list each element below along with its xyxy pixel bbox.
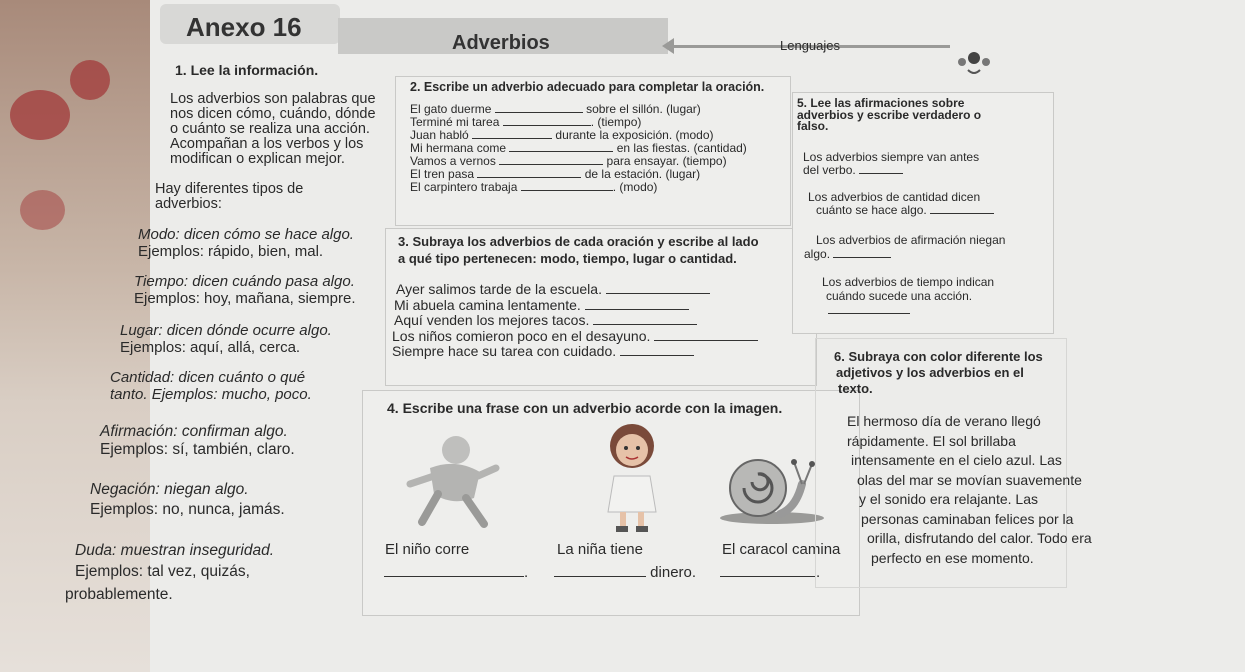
s2-item: Mi hermana come en las fiestas. (cantidad) [410, 141, 747, 155]
s4-answer-1: . [384, 564, 528, 581]
answer-blank[interactable] [477, 177, 581, 178]
type-duda-last: probablemente. [65, 586, 173, 603]
s2-item: El gato duerme sobre el sillón. (lugar) [410, 102, 701, 116]
s3-item: Siempre hace su tarea con cuidado. [392, 344, 758, 360]
section4-heading: 4. Escribe una frase con un adverbio acorde con la imagen. [387, 400, 783, 416]
answer-blank[interactable] [585, 309, 689, 310]
answer-blank[interactable] [720, 576, 816, 577]
answer-blank[interactable] [654, 340, 758, 341]
section1-intro: Los adverbios son palabras que nos dicen cómo, cuándo, dónde o cuánto se realiza una acción. Acompañan a los verbos y los modifican o explican mejor. [170, 91, 376, 167]
type-cantidad: Cantidad: dicen cuánto o qué tanto. Ejemplos: mucho, poco. [110, 369, 312, 403]
type-modo: Modo: dicen cómo se hace algo. Ejemplos: rápido, bien, mal. [138, 226, 354, 260]
s3-item: Aquí venden los mejores tacos. [394, 313, 758, 329]
page-title: Adverbios [452, 32, 550, 54]
answer-blank[interactable] [828, 313, 910, 314]
section6-text: El hermoso día de verano llegó rápidamente. El sol brillaba intensamente en el cielo azul. Las olas del mar se movían suavemente y el sonido era relajante. Las personas caminaban felices por la orilla, disfrutando del calor. Todo era perfecto en ese momento. [847, 413, 1092, 566]
anexo-label: Anexo 16 [160, 4, 340, 44]
kids-icon [952, 44, 996, 76]
answer-blank[interactable] [384, 576, 524, 577]
s5-item: Los adverbios de tiempo indican cuándo sucede una acción. [822, 275, 994, 317]
running-boy-illustration [400, 428, 500, 528]
caption-snail: El caracol camina [722, 541, 841, 558]
answer-blank[interactable] [620, 355, 694, 356]
section3-heading: 3. Subraya los adverbios de cada oración y escribe al lado a qué tipo pertenecen: modo, tiempo, lugar o cantidad. [398, 234, 759, 266]
section5-heading: 5. Lee las afirmaciones sobre adverbios y escribe verdadero o falso. [797, 96, 982, 133]
answer-blank[interactable] [495, 112, 583, 113]
s4-answer-3: . [720, 564, 820, 581]
section3-items [392, 282, 758, 360]
s3-item: Los niños comieron poco en el desayuno. [392, 329, 758, 345]
s5-item: Los adverbios de afirmación niegan algo. [804, 233, 1006, 261]
section2-heading: 2. Escribe un adverbio adecuado para completar la oración. [410, 80, 765, 94]
section6-heading: 6. Subraya con color diferente los adjetivos y los adverbios en el texto. [834, 349, 1043, 396]
type-negacion: Negación: niegan algo. Ejemplos: no, nunca, jamás. [90, 481, 285, 518]
answer-blank[interactable] [521, 190, 613, 191]
s2-item: Juan habló durante la exposición. (modo) [410, 128, 714, 142]
s5-item: Los adverbios de cantidad dicen cuánto se hace algo. [808, 191, 994, 217]
answer-blank[interactable] [499, 164, 603, 165]
s4-answer-2: dinero. [554, 564, 696, 581]
flower-decoration [20, 190, 65, 230]
type-tiempo: Tiempo: dicen cuándo pasa algo. Ejemplos: hoy, mañana, siempre. [134, 273, 356, 307]
snail-illustration [710, 448, 830, 528]
answer-blank[interactable] [509, 151, 613, 152]
answer-blank[interactable] [833, 257, 891, 258]
s3-item: Mi abuela camina lentamente. [394, 298, 758, 314]
types-intro: Hay diferentes tipos de adverbios: [155, 181, 304, 212]
s2-item: Terminé mi tarea . (tiempo) [410, 115, 642, 129]
subject-label: Lenguajes [780, 38, 840, 53]
girl-illustration [598, 420, 668, 536]
flower-decoration [70, 60, 110, 100]
flower-decoration [10, 90, 70, 140]
s2-item: El carpintero trabaja . (modo) [410, 180, 658, 194]
section1-heading: 1. Lee la información. [175, 62, 319, 78]
s3-item: Ayer salimos tarde de la escuela. [396, 282, 758, 298]
caption-girl: La niña tiene [557, 541, 643, 558]
answer-blank[interactable] [859, 173, 903, 174]
answer-blank[interactable] [503, 125, 591, 126]
answer-blank[interactable] [593, 324, 697, 325]
s2-item: El tren pasa de la estación. (lugar) [410, 167, 701, 181]
answer-blank[interactable] [606, 293, 710, 294]
answer-blank[interactable] [472, 138, 552, 139]
answer-blank[interactable] [930, 213, 994, 214]
s5-item: Los adverbios siempre van antes del verbo. [803, 150, 980, 177]
type-duda: Duda: muestran inseguridad. Ejemplos: tal vez, quizás, [75, 542, 275, 580]
type-lugar: Lugar: dicen dónde ocurre algo. Ejemplos: aquí, allá, cerca. [120, 322, 332, 356]
section2-items [410, 103, 747, 194]
answer-blank[interactable] [554, 576, 646, 577]
caption-boy: El niño corre [385, 541, 470, 558]
s2-item: Vamos a vernos para ensayar. (tiempo) [410, 154, 727, 168]
type-afirmacion: Afirmación: confirman algo. Ejemplos: sí, también, claro. [100, 423, 295, 458]
